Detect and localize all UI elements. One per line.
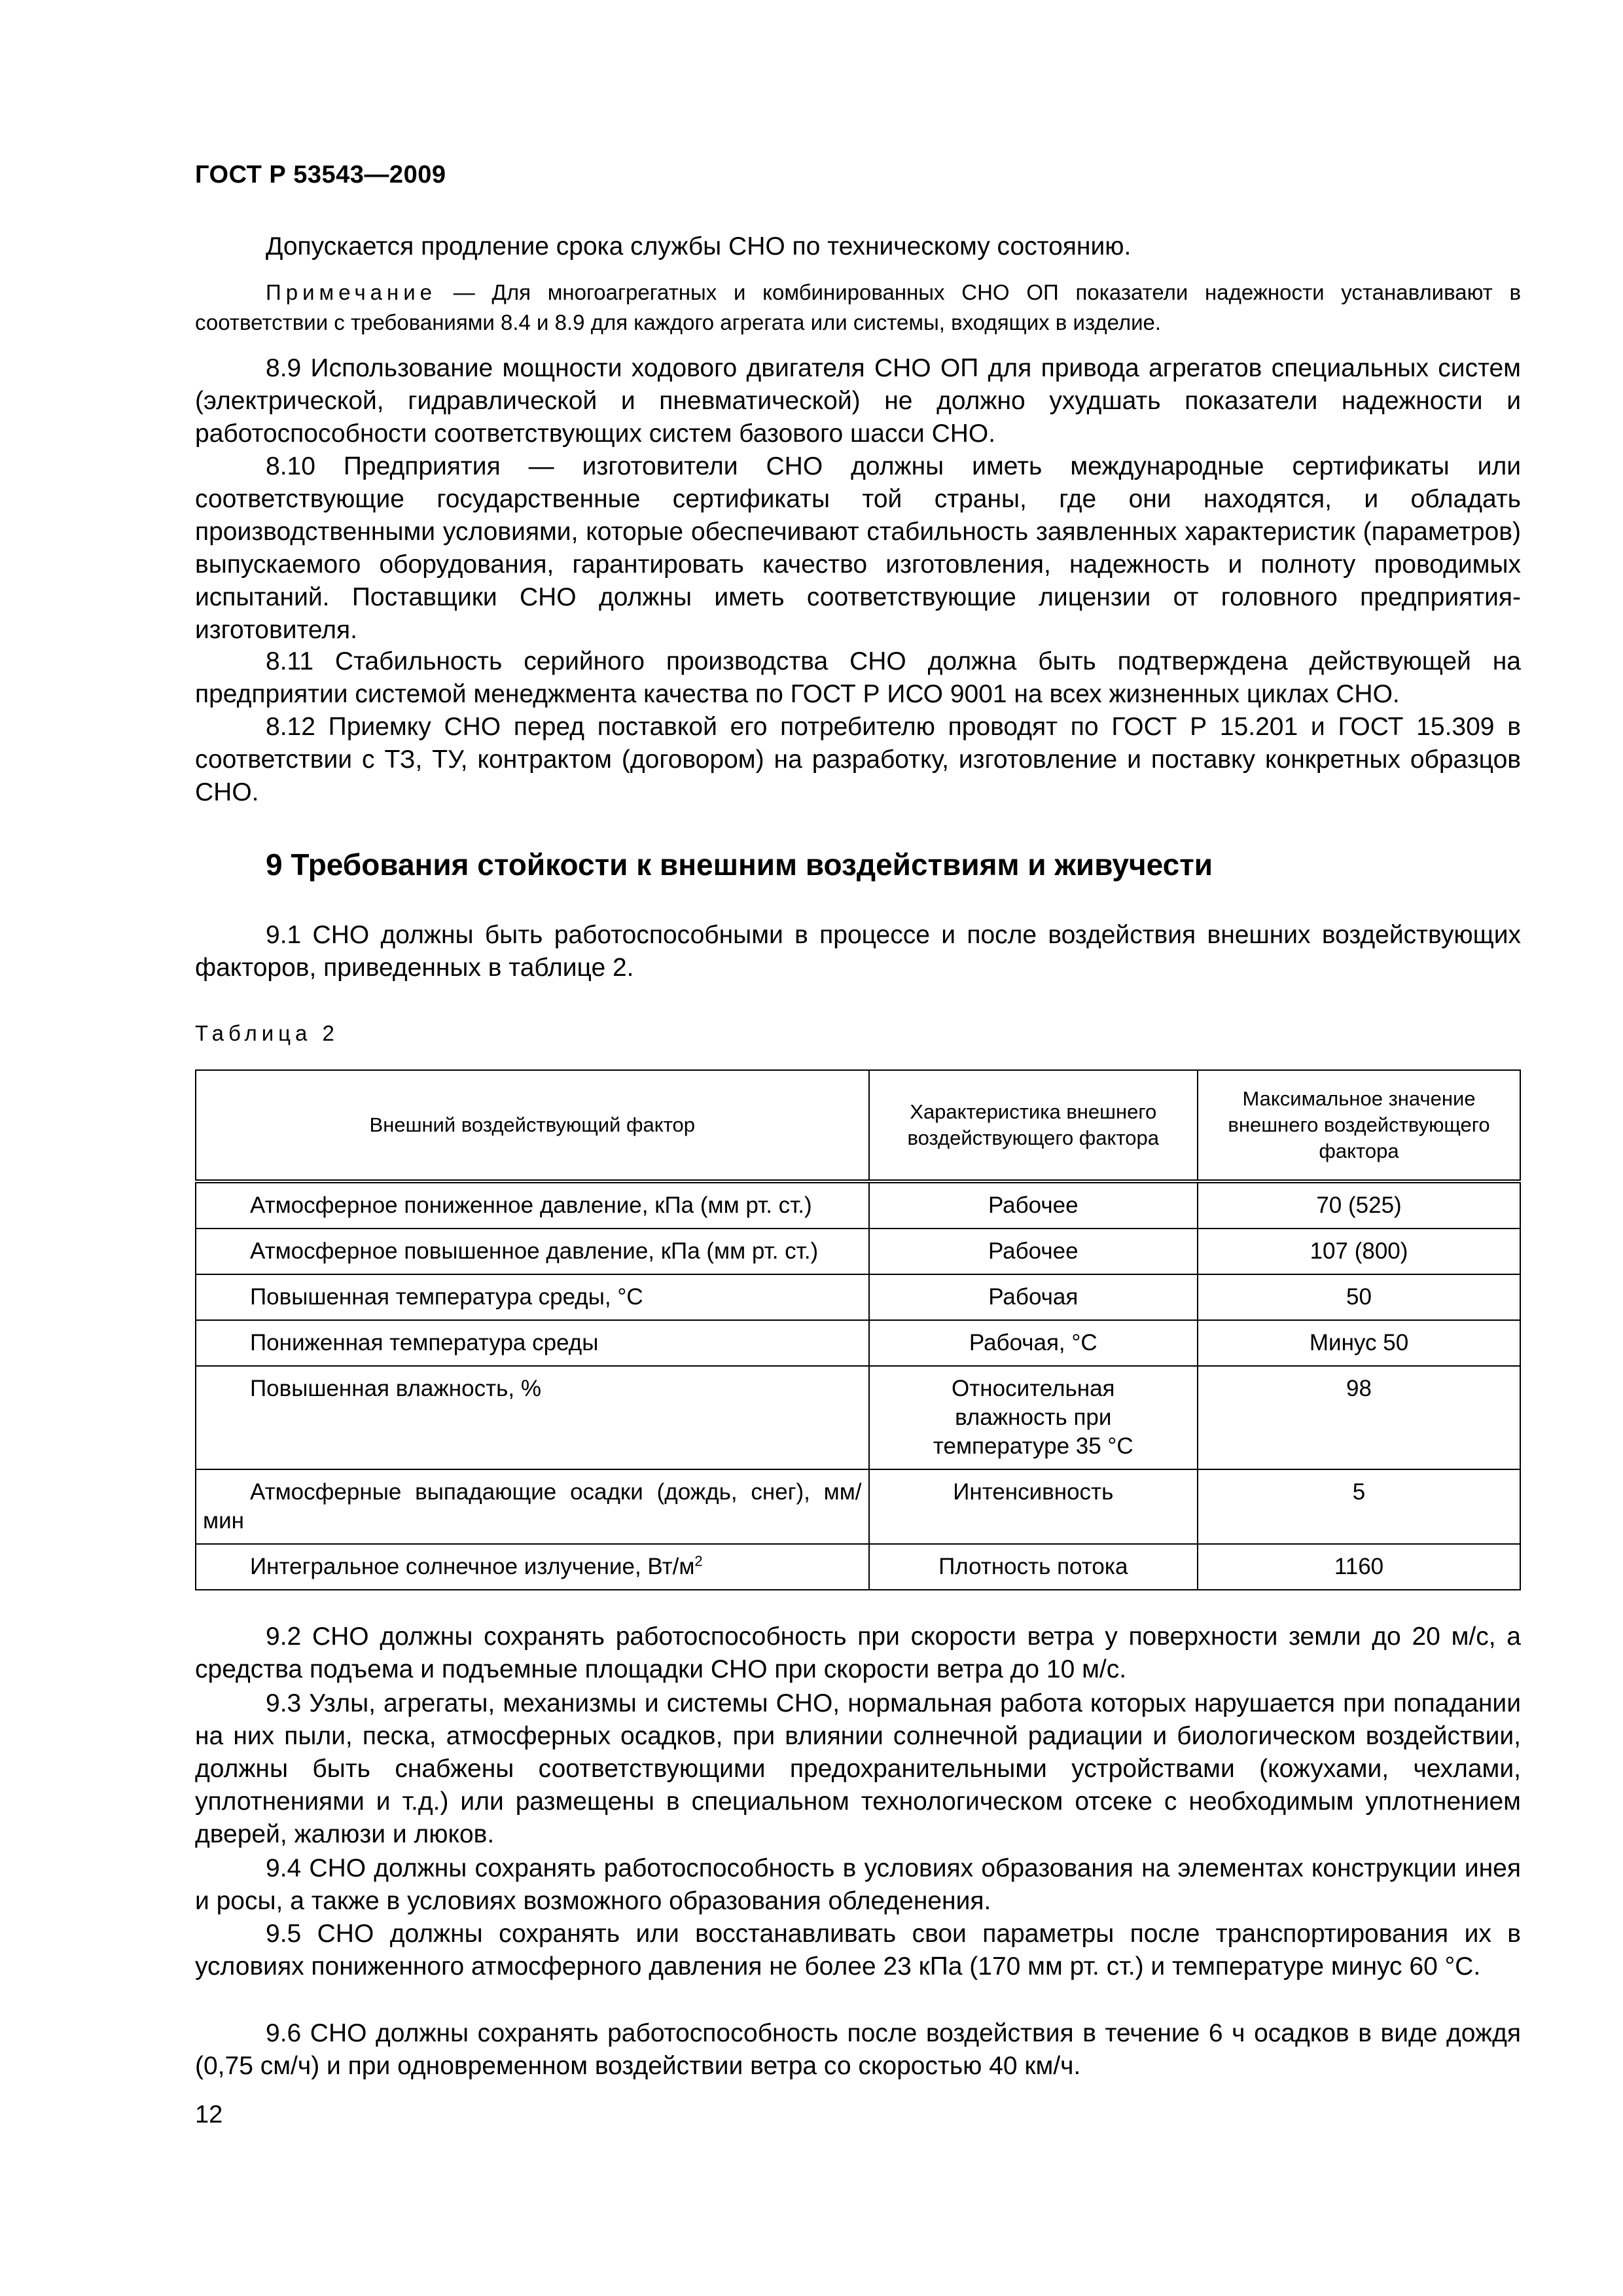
table-row xyxy=(196,1229,1520,1274)
column-header-factor: Внешний воздействующий фактор xyxy=(196,1070,869,1181)
cell-characteristic: Рабочее xyxy=(869,1181,1198,1229)
page-number: 12 xyxy=(195,2101,223,2128)
cell-characteristic: Рабочая xyxy=(869,1274,1198,1320)
cell-max-value: 98 xyxy=(1198,1366,1520,1469)
cell-factor: Повышенная температура среды, °С xyxy=(196,1274,869,1320)
table-row xyxy=(196,1274,1520,1320)
paragraph-8-9: 8.9 Использование мощности ходового двигателя СНО ОП для привода агрегатов специальных систем (электрической, гидравлической и пневматической) не должно ухудшать показатели надежности и работоспособности соответствующих систем базового шасси СНО. xyxy=(195,354,1521,448)
paragraph-9-4: 9.4 СНО должны сохранять работоспособность в условиях образования на элементах конструкции инея и росы, а также в условиях возможного образования обледенения. xyxy=(195,1854,1521,1915)
cell-characteristic: Рабочее xyxy=(869,1229,1198,1274)
column-header-max-value: Максимальное значение внешнего воздействующего фактора xyxy=(1198,1070,1520,1181)
table-row xyxy=(196,1469,1520,1544)
cell-characteristic: Относительная влажность при температуре 35 °С xyxy=(869,1366,1198,1469)
table-row xyxy=(196,1366,1520,1469)
paragraph-8-10: 8.10 Предприятия — изготовители СНО должны иметь международные сертификаты или соответствующие государственные сертификаты той страны, где они находятся, и обладать производственными условиями, которые обеспечивают стабильность заявленных характеристик (параметров) выпускаемого оборудования, гарантировать качество изготовления, надежность и полноту проводимых испытаний. Поставщики СНО должны иметь соответствующие лицензии от головного предприятия-изготовителя. xyxy=(195,452,1521,644)
cell-characteristic: Интенсивность xyxy=(869,1469,1198,1544)
paragraph-service-life-extension: Допускается продление срока службы СНО по техническому состоянию. xyxy=(266,232,1132,260)
paragraph-9-2: 9.2 СНО должны сохранять работоспособность при скорости ветра у поверхности земли до 20 м/с, а средства подъема и подъемные площадки СНО при скорости ветра до 10 м/с. xyxy=(195,1623,1521,1683)
cell-factor: Пониженная температура среды xyxy=(196,1320,869,1366)
paragraph-9-5: 9.5 СНО должны сохранять или восстанавливать свои параметры после транспортирования их в условиях пониженного атмосферного давления не более 23 кПа (170 мм рт. ст.) и температуре минус 60 °С. xyxy=(195,1920,1521,1981)
cell-factor: Атмосферное пониженное давление, кПа (мм рт. ст.) xyxy=(196,1181,869,1229)
paragraph-9-6: 9.6 СНО должны сохранять работоспособность после воздействия в течение 6 ч осадков в виде дождя (0,75 см/ч) и при одновременном воздействии ветра со скоростью 40 км/ч. xyxy=(195,2019,1521,2080)
table-header-row xyxy=(196,1070,1520,1181)
cell-max-value: 107 (800) xyxy=(1198,1229,1520,1274)
cell-factor xyxy=(196,1544,869,1590)
note-text: — Для многоагрегатных и комбинированных СНО ОП показатели надежности устанавливают в соответствии с требованиями 8.4 и 8.9 для каждого агрегата или системы, входящих в изделие. xyxy=(195,280,1521,334)
cell-factor: Атмосферное повышенное давление, кПа (мм рт. ст.) xyxy=(196,1229,869,1274)
cell-characteristic: Плотность потока xyxy=(869,1544,1198,1590)
cell-factor: Атмосферные выпадающие осадки (дождь, снег), мм/мин xyxy=(196,1469,869,1544)
cell-max-value: 5 xyxy=(1198,1469,1520,1544)
section-9-heading: 9 Требования стойкости к внешним воздействиям и живучести xyxy=(266,848,1213,882)
table-2 xyxy=(195,1069,1521,1590)
cell-max-value: 1160 xyxy=(1198,1544,1520,1590)
table-row xyxy=(196,1320,1520,1366)
cell-max-value: Минус 50 xyxy=(1198,1320,1520,1366)
cell-characteristic: Рабочая, °С xyxy=(869,1320,1198,1366)
table-row xyxy=(196,1544,1520,1590)
paragraph-9-1: 9.1 СНО должны быть работоспособными в процессе и после воздействия внешних воздействующих факторов, приведенных в таблице 2. xyxy=(195,921,1521,982)
column-header-characteristic: Характеристика внешнего воздействующего фактора xyxy=(869,1070,1198,1181)
table-caption: Таблица 2 xyxy=(195,1021,339,1045)
paragraph-9-3: 9.3 Узлы, агрегаты, механизмы и системы СНО, нормальная работа которых нарушается при попадании на них пыли, песка, атмосферных осадков, при влиянии солнечной радиации и биологическом воздействии, должны быть снабжены соответствующими предохранительными устройствами (кожухами, чехлами, уплотнениями и т.д.) или размещены в специальном технологическом отсеке с необходимым уплотнением дверей, жалюзи и люков. xyxy=(195,1689,1521,1848)
cell-factor: Повышенная влажность, % xyxy=(196,1366,869,1469)
cell-factor-text: Интегральное солнечное излучение, Вт/м xyxy=(250,1554,695,1579)
paragraph-8-12: 8.12 Приемку СНО перед поставкой его потребителю проводят по ГОСТ Р 15.201 и ГОСТ 15.309 в соответствии с ТЗ, ТУ, контрактом (договором) на разработку, изготовление и поставку конкретных образцов СНО. xyxy=(195,713,1521,806)
note-paragraph xyxy=(195,278,1521,338)
document-header: ГОСТ Р 53543—2009 xyxy=(195,161,446,188)
paragraph-8-11: 8.11 Стабильность серийного производства СНО должна быть подтверждена действующей на предприятии системой менеджмента качества по ГОСТ Р ИСО 9001 на всех жизненных циклах СНО. xyxy=(195,647,1521,708)
superscript-2: 2 xyxy=(694,1552,703,1570)
table-row xyxy=(196,1181,1520,1229)
cell-max-value: 70 (525) xyxy=(1198,1181,1520,1229)
cell-max-value: 50 xyxy=(1198,1274,1520,1320)
note-label: Примечание xyxy=(266,280,437,304)
